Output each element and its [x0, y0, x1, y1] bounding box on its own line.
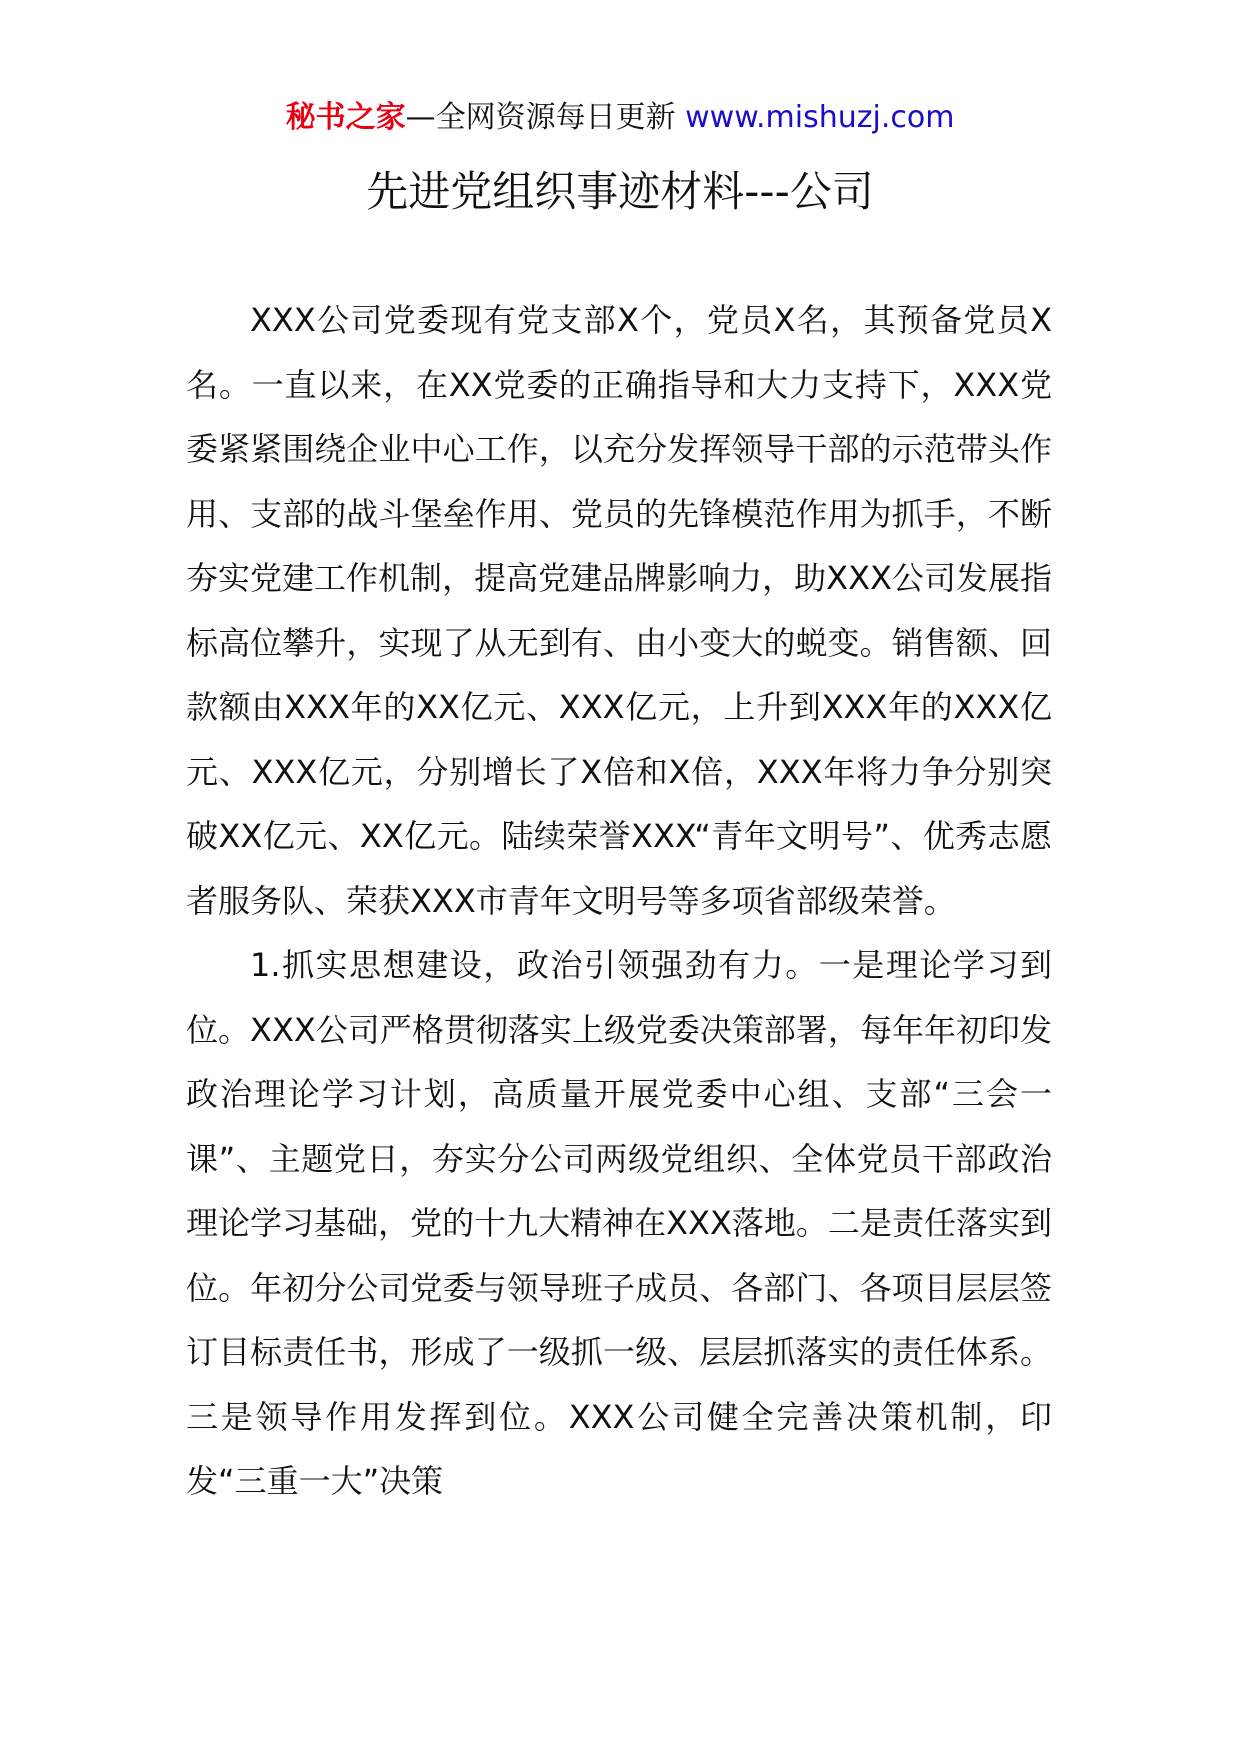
site-url-link[interactable]: www.mishuzj.com [685, 100, 955, 135]
paragraph-intro: XXX公司党委现有党支部X个，党员X名，其预备党员X名。一直以来，在XX党委的正确指导和大力支持下，XXX党委紧紧围绕企业中心工作，以充分发挥领导干部的示范带头作用、支部的战斗堡垒作用、党员的先锋模范作用为抓手，不断夯实党建工作机制，提高党建品牌影响力，助XXX公司发展指标高位攀升，实现了从无到有、由小变大的蜕变。销售额、回款额由XXX年的XX亿元、XXX亿元，上升到XXX年的XXX亿元、XXX亿元，分别增长了X倍和X倍，XXX年将力争分别突破XX亿元、XX亿元。陆续荣誉XXX“青年文明号”、优秀志愿者服务队、荣获XXX市青年文明号等多项省部级荣誉。 [186, 301, 1052, 920]
brand-name: 秘书之家 [285, 100, 406, 135]
document-title: 先进党组织事迹材料---公司 [366, 167, 874, 216]
paragraph-section-1: 1.抓实思想建设，政治引领强劲有力。一是理论学习到位。XXX公司严格贯彻落实上级党委决策部署，每年年初印发政治理论学习计划，高质量开展党委中心组、支部“三会一课”、主题党日，夯实分公司两级党组织、全体党员干部政治理论学习基础，党的十九大精神在XXX落地。二是责任落实到位。年初分公司党委与领导班子成员、各部门、各项目层层签订目标责任书，形成了一级抓一级、层层抓落实的责任体系。三是领导作用发挥到位。XXX公司健全完善决策机制，印发“三重一大”决策 [186, 946, 1052, 1500]
site-header [0, 98, 1240, 138]
document-body [186, 288, 1052, 1514]
header-tagline: —全网资源每日更新 [405, 100, 676, 135]
